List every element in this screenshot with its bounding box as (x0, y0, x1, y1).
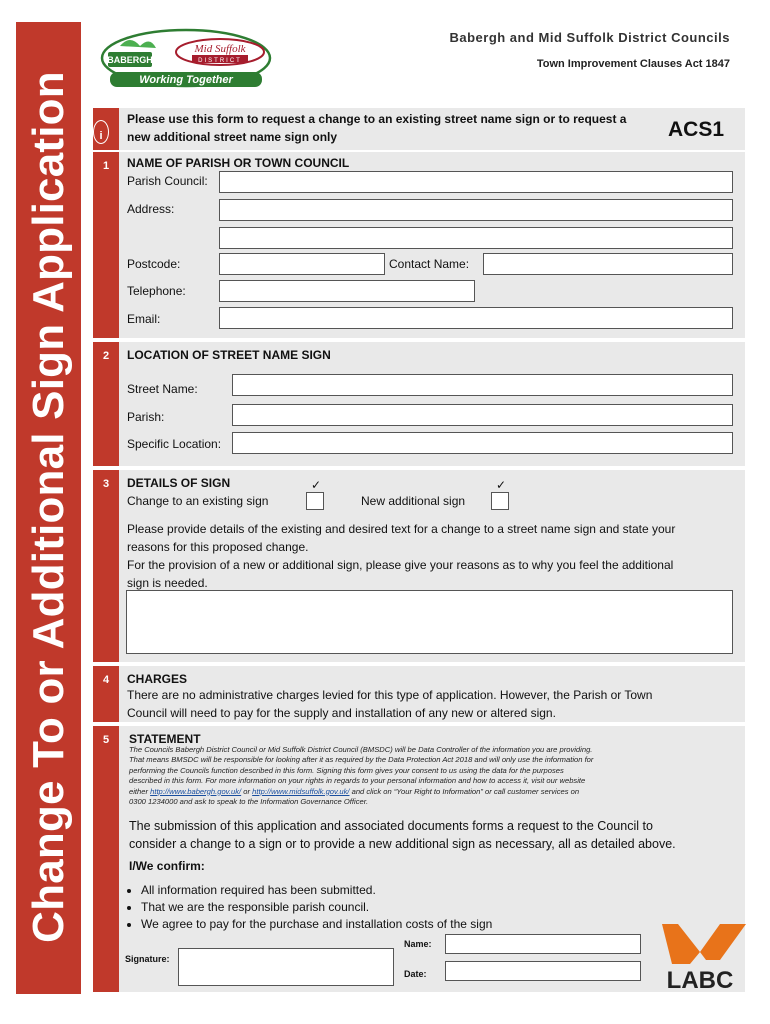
section-sign-details (93, 470, 745, 662)
checkmark-icon: ✓ (496, 478, 507, 492)
intro-section (93, 108, 745, 150)
section-title: LOCATION OF STREET NAME SIGN (127, 348, 331, 362)
section-location (93, 342, 745, 466)
signature-label: Signature: (125, 954, 170, 964)
postcode-field[interactable] (219, 253, 385, 275)
date-label: Date: (404, 969, 427, 979)
specific-location-label: Specific Location: (127, 437, 222, 451)
email-label: Email: (127, 312, 161, 326)
section-number: 5 (102, 734, 110, 746)
signature-field[interactable] (178, 948, 394, 986)
list-item: • We agree to pay for the purchase and installation costs of the sign (141, 916, 492, 933)
logo-org2: Mid Suffolk (194, 43, 246, 55)
address-field-line1[interactable] (219, 199, 733, 221)
section-number: 2 (102, 350, 110, 362)
change-existing-label: Change to an existing sign (127, 494, 269, 508)
address-label: Address: (127, 202, 175, 216)
list-item: • All information required has been submitted. (141, 882, 492, 899)
name-label: Name: (404, 939, 432, 949)
info-icon: i (93, 120, 109, 144)
details-instructions: Please provide details of the existing and desired text for a change to a street name sign and state your reasons for this proposed change. For the provision of a new or additional sign, please give your reasons as to why you feel the additional sign is needed. (127, 522, 676, 590)
date-field[interactable] (445, 961, 641, 981)
intro-line1: Please use this form to request a change to an existing street name sign or to request a (127, 112, 627, 126)
labc-logo (650, 920, 750, 992)
section-charges (93, 666, 745, 722)
logo-org2-sub: DISTRICT (198, 58, 242, 64)
contact-name-field[interactable] (483, 253, 733, 275)
section-title: NAME OF PARISH OR TOWN COUNCIL (127, 156, 350, 170)
parish-council-label: Parish Council: (127, 174, 208, 188)
sidebar-banner (16, 22, 81, 994)
section-number: 4 (102, 674, 110, 686)
labc-logo-text: LABC (666, 967, 734, 992)
street-name-field[interactable] (232, 374, 733, 396)
babergh-link[interactable]: http://www.babergh.gov.uk/ (150, 786, 242, 796)
new-additional-checkbox[interactable] (491, 492, 509, 510)
contact-name-label: Contact Name: (389, 257, 470, 271)
section-number: 3 (102, 478, 110, 490)
section-title: STATEMENT (129, 732, 201, 746)
section-statement (93, 726, 745, 992)
sign-details-textarea[interactable] (126, 590, 733, 654)
parish-field[interactable] (232, 404, 733, 426)
name-field[interactable] (445, 934, 641, 954)
sidebar-title: Change To or Additional Sign Application (24, 71, 73, 943)
telephone-field[interactable] (219, 280, 475, 302)
change-existing-checkbox[interactable] (306, 492, 324, 510)
telephone-label: Telephone: (127, 284, 186, 298)
checkmark-icon: ✓ (311, 478, 322, 492)
section-parish-council (93, 152, 745, 338)
email-field[interactable] (219, 307, 733, 329)
parish-council-field[interactable] (219, 171, 733, 193)
section-number: 1 (102, 160, 110, 172)
submission-text: The submission of this application and associated documents forms a request to the Council to consider a change to a sign or to provide a new additional sign as necessary, all as detailed above. (129, 819, 676, 851)
confirm-heading: I/We confirm: (129, 859, 205, 873)
list-item: • That we are the responsible parish council. (141, 899, 492, 916)
new-additional-label: New additional sign (361, 494, 466, 508)
data-protection-notice: The Councils Babergh District Council or Mid Suffolk District Council (BMSDC) will be Data Controller of the information you are providing. That means BMSDC will be responsible for looking after it as required by the Data Protection Act 2018 and will only use the information for performing the Councils function described in this form. Signing this form gives your consent to us using the data for the purposes described in this form. For more information on your rights in regards to your personal information and how to access it, visit our website either http://www.babergh.gov.uk/ or http://www.midsuffolk.gov.uk/ and click on “Your Right to Information” or call customer services on 0300 1234000 and ask to speak to the Information Governance Officer. (129, 745, 594, 807)
midsuffolk-link[interactable]: http://www.midsuffolk.gov.uk/ (252, 786, 350, 796)
address-field-line2[interactable] (219, 227, 733, 249)
section-title: CHARGES (127, 672, 188, 686)
section-title: DETAILS OF SIGN (127, 476, 231, 490)
street-name-label: Street Name: (127, 382, 198, 396)
charges-text: There are no administrative charges levied for this type of application. However, the Parish or Town Council will need to pay for the supply and installation of any new or altered sign. (127, 688, 653, 720)
intro-line2: new additional street name sign only (127, 130, 338, 144)
act-name: Town Improvement Clauses Act 1847 (536, 58, 730, 70)
form-code: ACS1 (668, 118, 725, 141)
logo-org1: BABERGH (107, 55, 153, 65)
specific-location-field[interactable] (232, 432, 733, 454)
councils-logo (100, 28, 272, 92)
logo-tagline: Working Together (139, 74, 233, 86)
confirm-list (93, 882, 492, 933)
parish-label: Parish: (127, 410, 165, 424)
postcode-label: Postcode: (127, 257, 181, 271)
council-name: Babergh and Mid Suffolk District Councils (449, 30, 730, 45)
